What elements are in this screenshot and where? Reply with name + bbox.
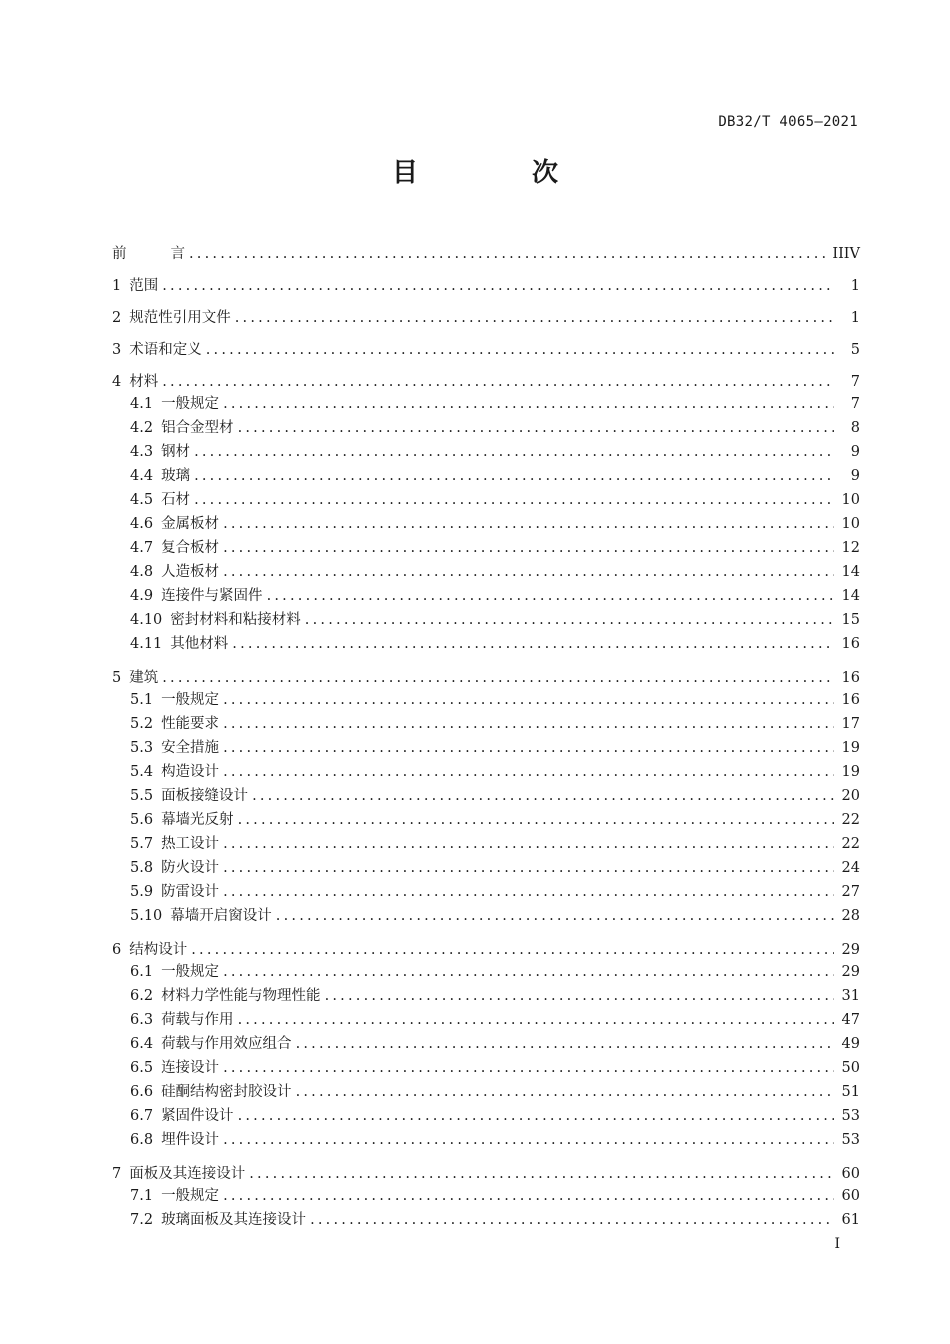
toc-entry[interactable]	[112, 760, 860, 784]
toc-section-title: 钢材	[161, 444, 191, 460]
toc-page-number: 15	[841, 612, 860, 628]
toc-entry-label	[130, 1032, 296, 1056]
toc-section-title: 一般规定	[161, 964, 220, 980]
leader-dots	[235, 302, 834, 334]
toc-entry-label	[130, 1080, 296, 1104]
toc-page-number: 14	[841, 588, 860, 604]
table-of-contents	[112, 238, 860, 1232]
leader-dots	[267, 584, 834, 608]
leader-dots	[305, 608, 834, 632]
toc-entry[interactable]	[112, 1128, 860, 1152]
toc-page-number: 24	[841, 860, 860, 876]
toc-section-number: 4.5	[130, 492, 154, 508]
toc-section-title: 幕墙开启窗设计	[170, 908, 272, 924]
toc-entry[interactable]	[112, 960, 860, 984]
toc-section-number: 4.7	[130, 540, 154, 556]
toc-page-number: 14	[841, 564, 860, 580]
toc-section-title: 范围	[129, 278, 159, 294]
toc-entry-foreword[interactable]	[112, 238, 860, 270]
toc-entry[interactable]	[112, 1032, 860, 1056]
leader-dots	[189, 238, 826, 270]
toc-section-title: 硅酮结构密封胶设计	[161, 1084, 292, 1100]
toc-entry-label	[130, 984, 325, 1008]
toc-section-title: 面板接缝设计	[161, 788, 249, 804]
toc-entry-label	[130, 1208, 310, 1232]
toc-section-title: 防火设计	[161, 860, 220, 876]
toc-section-title: 材料力学性能与物理性能	[161, 988, 321, 1004]
toc-page-number: 1	[850, 310, 860, 326]
toc-entry-label	[130, 608, 305, 632]
toc-section-number: 6.3	[130, 1012, 154, 1028]
toc-section-number: 4.10	[130, 612, 163, 628]
toc-section-title: 构造设计	[161, 764, 220, 780]
toc-section-number: 5.8	[130, 860, 154, 876]
leader-dots	[223, 856, 834, 880]
leader-dots	[223, 560, 834, 584]
toc-section-number: 4.4	[130, 468, 154, 484]
toc-section-number: 6.5	[130, 1060, 154, 1076]
toc-section-title: 复合板材	[161, 540, 220, 556]
toc-section-number: 4.1	[130, 396, 154, 412]
toc-section-number: 6.2	[130, 988, 154, 1004]
toc-section-title: 一般规定	[161, 692, 220, 708]
toc-section-title: 安全措施	[161, 740, 220, 756]
toc-page-number: 7	[850, 374, 860, 390]
toc-entry-label	[130, 488, 194, 512]
leader-dots	[238, 416, 834, 440]
leader-dots	[194, 440, 834, 464]
toc-entry-label	[130, 392, 223, 416]
toc-list	[112, 270, 860, 1232]
leader-dots	[310, 1208, 834, 1232]
toc-page-number: 28	[841, 908, 860, 924]
toc-entry[interactable]	[112, 416, 860, 440]
toc-entry[interactable]	[112, 1208, 860, 1232]
toc-entry[interactable]	[112, 1184, 860, 1208]
toc-entry-label	[130, 904, 276, 928]
toc-section-number: 6.4	[130, 1036, 154, 1052]
toc-page-number: 60	[841, 1188, 860, 1204]
toc-section-number: 5.6	[130, 812, 154, 828]
toc-entry[interactable]	[112, 856, 860, 880]
toc-section-number: 5.4	[130, 764, 154, 780]
toc-section-title: 幕墙光反射	[161, 812, 234, 828]
toc-section-number: 7.2	[130, 1212, 154, 1228]
toc-page-number: 9	[850, 468, 860, 484]
toc-section-number: 6.8	[130, 1132, 154, 1148]
toc-section-title: 荷载与作用效应组合	[161, 1036, 292, 1052]
toc-section-title: 荷载与作用	[161, 1012, 234, 1028]
leader-dots	[223, 1184, 834, 1208]
toc-section-title: 面板及其连接设计	[129, 1166, 246, 1182]
toc-section-number: 4.2	[130, 420, 154, 436]
toc-section-title: 紧固件设计	[161, 1108, 234, 1124]
toc-page-number: 50	[841, 1060, 860, 1076]
toc-section-title: 一般规定	[161, 1188, 220, 1204]
toc-entry[interactable]	[112, 536, 860, 560]
toc-entry-label	[130, 808, 238, 832]
toc-section-number: 3	[112, 342, 122, 358]
toc-section-number: 2	[112, 310, 122, 326]
toc-entry[interactable]	[112, 334, 860, 366]
toc-section-title: 热工设计	[161, 836, 220, 852]
leader-dots	[276, 904, 834, 928]
toc-section-number: 4.11	[130, 636, 163, 652]
toc-section-number: 5.9	[130, 884, 154, 900]
toc-entry-label	[130, 632, 232, 656]
toc-page-number: 27	[841, 884, 860, 900]
toc-entry[interactable]	[112, 784, 860, 808]
leader-dots	[223, 712, 834, 736]
toc-section-number: 6.1	[130, 964, 154, 980]
toc-section-title: 玻璃	[161, 468, 191, 484]
toc-page-number: 16	[841, 670, 860, 686]
toc-entry[interactable]	[112, 270, 860, 302]
toc-section-title: 规范性引用文件	[129, 310, 231, 326]
toc-section-number: 4.8	[130, 564, 154, 580]
toc-section-number: 5.1	[130, 692, 154, 708]
toc-page-number: 31	[841, 988, 860, 1004]
leader-dots	[296, 1032, 834, 1056]
toc-section-number: 5	[112, 670, 122, 686]
toc-section-title: 材料	[129, 374, 159, 390]
toc-entry[interactable]	[112, 808, 860, 832]
toc-entry-label	[130, 440, 194, 464]
toc-entry[interactable]	[112, 1056, 860, 1080]
foreword-word-1: 前	[112, 246, 127, 262]
toc-page-number: 60	[841, 1166, 860, 1182]
leader-dots	[238, 808, 834, 832]
toc-entry-label	[130, 712, 223, 736]
toc-page-number: 12	[841, 540, 860, 556]
toc-page-number: 20	[841, 788, 860, 804]
toc-page-number: 8	[850, 420, 860, 436]
leader-dots	[223, 1128, 834, 1152]
toc-page-number: 16	[841, 692, 860, 708]
toc-section-title: 连接设计	[161, 1060, 220, 1076]
toc-entry-label	[130, 880, 223, 904]
toc-section-number: 7	[112, 1166, 122, 1182]
toc-entry-label	[130, 736, 223, 760]
toc-entry-label	[130, 856, 223, 880]
toc-entry-label	[130, 688, 223, 712]
toc-entry-label	[130, 832, 223, 856]
toc-entry-label	[130, 1128, 223, 1152]
toc-section-title: 石材	[161, 492, 191, 508]
toc-section-number: 7.1	[130, 1188, 154, 1204]
toc-entry[interactable]	[112, 584, 860, 608]
toc-entry[interactable]	[112, 302, 860, 334]
toc-entry[interactable]	[112, 712, 860, 736]
toc-page-number: IIIV	[832, 246, 860, 262]
toc-entry-label	[130, 960, 223, 984]
toc-entry-label	[130, 784, 252, 808]
toc-section-title: 其他材料	[170, 636, 229, 652]
toc-page-number: 29	[841, 942, 860, 958]
page-title: 目 次	[391, 158, 602, 188]
toc-entry-label	[112, 334, 206, 366]
toc-page-number: 29	[841, 964, 860, 980]
toc-section-title: 金属板材	[161, 516, 220, 532]
leader-dots	[223, 512, 834, 536]
leader-dots	[162, 270, 834, 302]
toc-entry[interactable]	[112, 984, 860, 1008]
toc-entry-label	[130, 416, 238, 440]
toc-page-number: 19	[841, 740, 860, 756]
toc-page-number: 49	[841, 1036, 860, 1052]
toc-entry[interactable]	[112, 560, 860, 584]
toc-entry[interactable]	[112, 1080, 860, 1104]
leader-dots	[223, 960, 834, 984]
toc-entry-label	[130, 1184, 223, 1208]
toc-section-title: 埋件设计	[161, 1132, 220, 1148]
toc-page-number: 47	[841, 1012, 860, 1028]
toc-page-number: 22	[841, 812, 860, 828]
foreword-word-2: 言	[170, 246, 185, 262]
toc-section-number: 4.6	[130, 516, 154, 532]
toc-page-number: 16	[841, 636, 860, 652]
leader-dots	[238, 1104, 834, 1128]
leader-dots	[223, 1056, 834, 1080]
toc-entry-label	[130, 584, 267, 608]
toc-entry-label	[130, 1056, 223, 1080]
toc-entry[interactable]	[112, 608, 860, 632]
toc-entry-label	[130, 1104, 238, 1128]
toc-page-number: 19	[841, 764, 860, 780]
toc-entry[interactable]	[112, 880, 860, 904]
toc-section-title: 性能要求	[161, 716, 220, 732]
leader-dots	[223, 392, 834, 416]
toc-entry[interactable]	[112, 464, 860, 488]
toc-section-title: 术语和定义	[129, 342, 202, 358]
toc-section-number: 4.3	[130, 444, 154, 460]
toc-section-number: 5.10	[130, 908, 163, 924]
leader-dots	[232, 632, 834, 656]
toc-entry-label	[130, 512, 223, 536]
toc-page-number: 7	[850, 396, 860, 412]
toc-section-number: 6.6	[130, 1084, 154, 1100]
toc-entry[interactable]	[112, 688, 860, 712]
leader-dots	[238, 1008, 834, 1032]
toc-page-number: 53	[841, 1108, 860, 1124]
leader-dots	[252, 784, 834, 808]
toc-section-title: 连接件与紧固件	[161, 588, 263, 604]
leader-dots	[223, 536, 834, 560]
toc-section-title: 防雷设计	[161, 884, 220, 900]
toc-section-number: 5.7	[130, 836, 154, 852]
toc-entry[interactable]	[112, 488, 860, 512]
toc-entry-label	[130, 464, 194, 488]
toc-entry-label	[130, 760, 223, 784]
leader-dots	[223, 880, 834, 904]
toc-section-number: 1	[112, 278, 122, 294]
toc-page-number: 10	[841, 516, 860, 532]
leader-dots	[296, 1080, 834, 1104]
toc-section-number: 5.5	[130, 788, 154, 804]
toc-entry[interactable]	[112, 392, 860, 416]
toc-entry-label	[112, 238, 189, 270]
toc-page-number: 1	[850, 278, 860, 294]
toc-section-number: 5.3	[130, 740, 154, 756]
leader-dots	[223, 688, 834, 712]
toc-entry-label	[112, 302, 235, 334]
toc-page-number: 22	[841, 836, 860, 852]
toc-entry-label	[112, 270, 162, 302]
toc-section-title: 玻璃面板及其连接设计	[161, 1212, 307, 1228]
leader-dots	[325, 984, 834, 1008]
toc-entry[interactable]	[112, 832, 860, 856]
toc-page-number: 5	[850, 342, 860, 358]
toc-section-title: 铝合金型材	[161, 420, 234, 436]
toc-page-number: 9	[850, 444, 860, 460]
toc-section-number: 4	[112, 374, 122, 390]
toc-page-number: 53	[841, 1132, 860, 1148]
toc-section-number: 6.7	[130, 1108, 154, 1124]
leader-dots	[223, 760, 834, 784]
standard-code: DB32/T 4065—2021	[718, 114, 858, 130]
toc-section-title: 建筑	[129, 670, 159, 686]
toc-page-number: 10	[841, 492, 860, 508]
toc-entry-label	[130, 560, 223, 584]
toc-entry[interactable]	[112, 440, 860, 464]
toc-section-title: 人造板材	[161, 564, 220, 580]
leader-dots	[194, 464, 834, 488]
toc-entry[interactable]	[112, 512, 860, 536]
leader-dots	[223, 832, 834, 856]
leader-dots	[206, 334, 834, 366]
toc-entry[interactable]	[112, 1104, 860, 1128]
toc-entry[interactable]	[112, 736, 860, 760]
page-number: I	[834, 1236, 840, 1252]
toc-section-title: 结构设计	[129, 942, 188, 958]
toc-entry[interactable]	[112, 904, 860, 928]
toc-page-number: 17	[841, 716, 860, 732]
toc-entry-label	[130, 536, 223, 560]
toc-page-number: 61	[841, 1212, 860, 1228]
leader-dots	[223, 736, 834, 760]
toc-entry-label	[130, 1008, 238, 1032]
toc-page-number: 51	[841, 1084, 860, 1100]
toc-section-title: 密封材料和粘接材料	[170, 612, 301, 628]
toc-section-number: 6	[112, 942, 122, 958]
toc-section-number: 4.9	[130, 588, 154, 604]
toc-entry[interactable]	[112, 1008, 860, 1032]
toc-section-title: 一般规定	[161, 396, 220, 412]
leader-dots	[194, 488, 834, 512]
toc-entry[interactable]	[112, 632, 860, 656]
toc-section-number: 5.2	[130, 716, 154, 732]
